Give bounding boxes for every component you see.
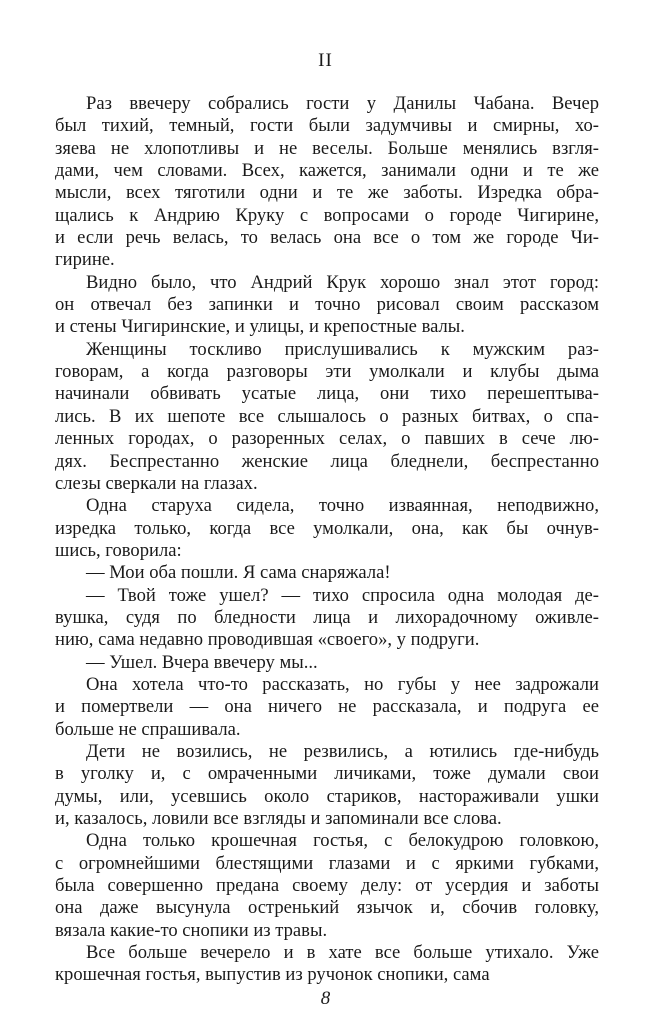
text-line: Все больше вечерело и в хате все больше утихало. Уже bbox=[86, 942, 599, 964]
text-line: она даже высунула остренький язычок и, сбочив головку, bbox=[55, 897, 599, 919]
paragraph bbox=[55, 830, 599, 942]
text-line: больше не спрашивала. bbox=[55, 718, 241, 740]
text-line: изредка только, когда все умолкали, она, как бы очнув- bbox=[55, 517, 599, 539]
text-line: дях. Беспрестанно женские лица бледнели, беспрестанно bbox=[55, 450, 599, 472]
text-line: думы, или, усевшись около стариков, настораживали ушки bbox=[55, 785, 599, 807]
text-line: нию, сама недавно проводившая «своего», у подруги. bbox=[55, 629, 480, 651]
text-line: гирине. bbox=[55, 249, 115, 271]
text-line: Раз ввечеру собрались гости у Данилы Чабана. Вечер bbox=[86, 93, 599, 114]
paragraph bbox=[55, 562, 599, 584]
text-line: крошечная гостья, выпустив из ручонок снопики, сама bbox=[55, 964, 490, 986]
text-line: и, казалось, ловили все взгляды и запоминали все слова. bbox=[55, 808, 502, 829]
text-line: вушка, судя по бледности лица и лихорадочному оживле- bbox=[55, 606, 599, 628]
text-line: Женщины тоскливо прислушивались к мужским раз- bbox=[86, 338, 599, 360]
text-line: — Ушел. Вчера ввечеру мы... bbox=[86, 651, 318, 673]
text-line: зяева не хлопотливы и не веселы. Больше менялись взгля- bbox=[55, 137, 599, 159]
paragraph bbox=[55, 495, 599, 562]
text-line: шись, говорила: bbox=[55, 539, 182, 561]
text-line: Видно было, что Андрий Крук хорошо знал этот город: bbox=[86, 271, 599, 293]
text-line: в уголку и, с омраченными личиками, тоже думали свои bbox=[55, 763, 599, 785]
text-line: и стены Чигиринские, и улицы, и крепостные валы. bbox=[55, 316, 465, 338]
text-line: Она хотела что-то рассказать, но губы у нее задрожали bbox=[86, 673, 599, 695]
text-line: лись. В их шепоте все слышалось о разных битвах, о спа- bbox=[55, 405, 599, 427]
paragraph bbox=[55, 652, 599, 674]
paragraph bbox=[55, 585, 599, 652]
text-line: был тихий, темный, гости были задумчивы и смирны, хо- bbox=[55, 115, 599, 137]
paragraph bbox=[55, 674, 599, 741]
text-line: Дети не возились, не резвились, а ютились где-нибудь bbox=[86, 740, 599, 762]
text-line: начинали обвивать усатые лица, они тихо перешептыва- bbox=[55, 383, 599, 405]
paragraph bbox=[55, 942, 599, 987]
text-line: слезы сверкали на глазах. bbox=[55, 472, 258, 494]
text-line: дами, чем словами. Всех, кажется, занимали одни и те же bbox=[55, 160, 599, 182]
text-line: щались к Андрию Круку с вопросами о городе Чигирине, bbox=[55, 204, 599, 226]
text-line: говорам, а когда разговоры эти умолкали и клубы дыма bbox=[55, 361, 599, 383]
text-line: мысли, всех тяготили одни и те же заботы. Изредка обра- bbox=[55, 182, 599, 204]
paragraph bbox=[55, 272, 599, 339]
paragraph bbox=[55, 93, 599, 272]
page-number: 8 bbox=[320, 988, 331, 1009]
body-text bbox=[55, 93, 599, 987]
paragraph bbox=[55, 339, 599, 495]
chapter-heading: II bbox=[318, 50, 333, 71]
paragraph bbox=[55, 741, 599, 830]
text-line: — Твой тоже ушел? — тихо спросила одна молодая де- bbox=[86, 584, 599, 606]
text-line: он отвечал без запинки и точно рисовал своим рассказом bbox=[55, 294, 599, 316]
text-line: — Мои оба пошли. Я сама снаряжала! bbox=[86, 562, 391, 584]
text-line: Одна старуха сидела, точно изваянная, неподвижно, bbox=[86, 495, 599, 517]
text-line: и если речь велась, то велась она все о том же городе Чи- bbox=[55, 227, 599, 249]
text-line: с огромнейшими блестящими глазами и с яркими губками, bbox=[55, 852, 599, 874]
text-line: вязала какие-то снопики из травы. bbox=[55, 919, 328, 941]
text-line: была совершенно предана своему делу: от усердия и заботы bbox=[55, 875, 599, 897]
text-line: Одна только крошечная гостья, с белокудрою головкою, bbox=[86, 830, 599, 852]
text-line: ленных городах, о разоренных селах, о павших в сече лю- bbox=[55, 428, 599, 450]
text-line: и помертвели — она ничего не рассказала, и подруга ее bbox=[55, 696, 599, 718]
